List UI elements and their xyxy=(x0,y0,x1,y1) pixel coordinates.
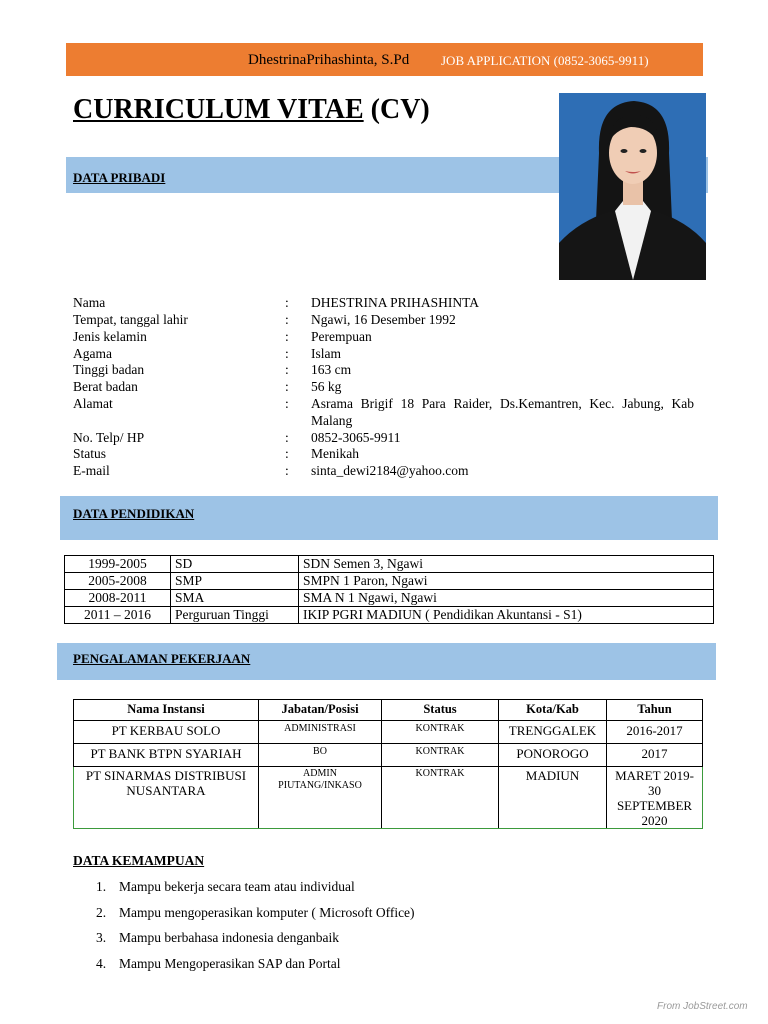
work-position: ADMIN PIUTANG/INKASO xyxy=(259,767,382,829)
page-title xyxy=(73,94,430,126)
label-ttl: Tempat, tanggal lahir xyxy=(73,312,188,327)
value-jenis-kelamin: Perempuan xyxy=(311,329,372,344)
edu-level: Perguruan Tinggi xyxy=(171,607,299,624)
edu-years: 2008-2011 xyxy=(65,590,171,607)
list-item xyxy=(96,956,340,972)
edu-school: SMA N 1 Ngawi, Ngawi xyxy=(299,590,714,607)
work-year: MARET 2019-30 SEPTEMBER 2020 xyxy=(607,767,703,829)
value-ttl: Ngawi, 16 Desember 1992 xyxy=(311,312,456,327)
table-row xyxy=(65,573,714,590)
label-agama: Agama xyxy=(73,346,112,361)
table-header-row xyxy=(74,700,703,721)
colon: : xyxy=(285,362,289,377)
label-status: Status xyxy=(73,446,107,461)
table-row xyxy=(65,590,714,607)
label-jenis-kelamin: Jenis kelamin xyxy=(73,329,147,344)
header-jabatan: Jabatan/Posisi xyxy=(259,700,382,721)
edu-school: IKIP PGRI MADIUN ( Pendidikan Akuntansi - S1) xyxy=(299,607,714,624)
label-berat-badan: Berat badan xyxy=(73,379,138,394)
colon: : xyxy=(285,446,289,461)
value-email: sinta_dewi2184@yahoo.com xyxy=(311,463,469,478)
section-title-personal: DATA PRIBADI xyxy=(73,170,166,185)
colon: : xyxy=(285,329,289,344)
value-berat-badan: 56 kg xyxy=(311,379,342,394)
work-city: PONOROGO xyxy=(499,744,607,767)
section-title-education: DATA PENDIDIKAN xyxy=(73,506,195,521)
colon: : xyxy=(285,346,289,361)
profile-photo xyxy=(559,93,706,280)
skill-number: 4. xyxy=(96,956,107,971)
table-row xyxy=(65,556,714,573)
education-table xyxy=(64,555,714,624)
work-status: KONTRAK xyxy=(382,744,499,767)
label-email: E-mail xyxy=(73,463,110,478)
colon: : xyxy=(285,463,289,478)
work-table xyxy=(73,699,703,829)
list-item xyxy=(96,905,415,921)
section-title-skills: DATA KEMAMPUAN xyxy=(73,853,205,868)
colon: : xyxy=(285,379,289,394)
header-status: Status xyxy=(382,700,499,721)
work-status: KONTRAK xyxy=(382,721,499,744)
work-company: PT BANK BTPN SYARIAH xyxy=(74,744,259,767)
work-city: TRENGGALEK xyxy=(499,721,607,744)
label-telp: No. Telp/ HP xyxy=(73,430,145,445)
value-telp: 0852-3065-9911 xyxy=(311,430,401,445)
value-agama: Islam xyxy=(311,346,341,361)
work-company: PT KERBAU SOLO xyxy=(74,721,259,744)
edu-level: SMA xyxy=(171,590,299,607)
edu-years: 2011 – 2016 xyxy=(65,607,171,624)
label-nama: Nama xyxy=(73,295,106,310)
table-row xyxy=(65,607,714,624)
colon: : xyxy=(285,312,289,327)
portrait-image xyxy=(559,93,706,280)
skill-number: 1. xyxy=(96,879,107,894)
label-alamat: Alamat xyxy=(73,396,113,411)
list-item xyxy=(96,879,355,895)
section-title-work: PENGALAMAN PEKERJAAN xyxy=(73,651,251,666)
table-row xyxy=(74,744,703,767)
edu-level: SMP xyxy=(171,573,299,590)
work-status: KONTRAK xyxy=(382,767,499,829)
skill-text: Mampu mengoperasikan komputer ( Microsoft Office) xyxy=(119,905,415,920)
skill-text: Mampu Mengoperasikan SAP dan Portal xyxy=(119,956,341,971)
value-alamat: Asrama Brigif 18 Para Raider, Ds.Kemantren, Kec. Jabung, Kab Malang xyxy=(311,396,694,428)
header-tahun: Tahun xyxy=(607,700,703,721)
skill-number: 3. xyxy=(96,930,107,945)
table-row xyxy=(74,767,703,829)
title-suffix: (CV) xyxy=(363,94,430,125)
work-year: 2017 xyxy=(607,744,703,767)
header-kota: Kota/Kab xyxy=(499,700,607,721)
edu-school: SMPN 1 Paron, Ngawi xyxy=(299,573,714,590)
label-tinggi-badan: Tinggi badan xyxy=(73,362,145,377)
value-tinggi-badan: 163 cm xyxy=(311,362,352,377)
work-position: ADMINISTRASI xyxy=(259,721,382,744)
work-city: MADIUN xyxy=(499,767,607,829)
header-nama-instansi: Nama Instansi xyxy=(74,700,259,721)
value-status: Menikah xyxy=(311,446,359,461)
work-position: BO xyxy=(259,744,382,767)
list-item xyxy=(96,930,339,946)
skill-text: Mampu berbahasa indonesia denganbaik xyxy=(119,930,340,945)
skill-text: Mampu bekerja secara team atau individual xyxy=(119,879,355,894)
work-year: 2016-2017 xyxy=(607,721,703,744)
colon: : xyxy=(285,396,289,411)
banner-job-application: JOB APPLICATION (0852-3065-9911) xyxy=(441,53,649,68)
colon: : xyxy=(285,295,289,310)
colon: : xyxy=(285,430,289,445)
edu-years: 1999-2005 xyxy=(65,556,171,573)
edu-level: SD xyxy=(171,556,299,573)
value-nama: DHESTRINA PRIHASHINTA xyxy=(311,295,480,310)
skill-number: 2. xyxy=(96,905,107,920)
banner-name: DhestrinaPrihashinta, S.Pd xyxy=(248,52,410,68)
edu-school: SDN Semen 3, Ngawi xyxy=(299,556,714,573)
jobstreet-watermark: From JobStreet.com xyxy=(657,1001,748,1012)
title-main: CURRICULUM VITAE xyxy=(73,94,364,125)
edu-years: 2005-2008 xyxy=(65,573,171,590)
work-company: PT SINARMAS DISTRIBUSI NUSANTARA xyxy=(74,767,259,829)
table-row xyxy=(74,721,703,744)
